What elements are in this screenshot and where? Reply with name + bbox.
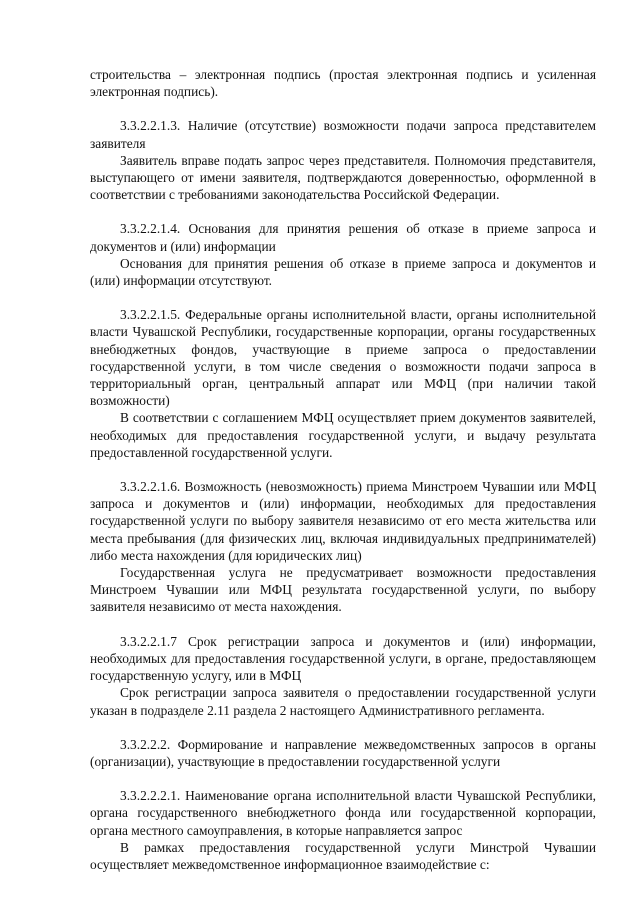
paragraph: В рамках предоставления государственной услуги Минстрой Чувашии осуществляет межведомственное информационное взаимодействие с: xyxy=(90,839,596,872)
document-page xyxy=(90,66,596,890)
section-3-3-2-2-2-1 xyxy=(90,787,596,873)
paragraph: В соответствии с соглашением МФЦ осуществляет прием документов заявителей, необходимых для предоставления государственной услуги, и выдачу результата предоставленной государственной услуги. xyxy=(90,410,596,460)
paragraph: Основания для принятия решения об отказе в приеме запроса и документов и (или) информации отсутствуют. xyxy=(90,255,596,289)
section-3-3-2-2-1-5 xyxy=(90,306,596,461)
section-3-3-2-2-1-3 xyxy=(90,117,596,203)
section-3-3-2-2-1-4 xyxy=(90,220,596,289)
section-continuation xyxy=(90,66,596,100)
section-heading: 3.3.2.2.1.5. Федеральные органы исполнительной власти, органы исполнительной власти Чувашской Республики, государственные корпорации, органы государственных внебюджетных фондов, участвующие в приеме запроса о предоставлении государственной услуги, в том числе сведения о возможности подачи запроса в территориальный орган, центральный аппарат или МФЦ (при наличии такой возможности) xyxy=(90,307,596,409)
paragraph: Заявитель вправе подать запрос через представителя. Полномочия представителя, выступающего от имени заявителя, подтверждаются доверенностью, оформленной в соответствии с требованиями законодательства Российской Федерации. xyxy=(90,152,596,203)
paragraph: Государственная услуга не предусматривает возможности предоставления Минстроем Чувашии или МФЦ результата государственной услуги, по выбору заявителя независимо от места нахождения. xyxy=(90,565,596,615)
section-heading: 3.3.2.2.1.7 Срок регистрации запроса и документов и (или) информации, необходимых для предоставления государственной услуги, в органе, предоставляющем государственную услугу, или в МФЦ xyxy=(90,633,596,684)
section-3-3-2-2-2 xyxy=(90,736,596,770)
paragraph: Срок регистрации запроса заявителя о предоставлении государственной услуги указан в подразделе 2.11 раздела 2 настоящего Административного регламента. xyxy=(90,685,596,718)
paragraph: строительства – электронная подпись (простая электронная подпись и усиленная электронная подпись). xyxy=(90,67,596,100)
section-heading: 3.3.2.2.1.4. Основания для принятия решения об отказе в приеме запроса и документов и (или) информации xyxy=(90,221,596,254)
section-3-3-2-2-1-7 xyxy=(90,633,596,719)
section-heading: 3.3.2.2.2.1. Наименование органа исполнительной власти Чувашской Республики, органа государственного внебюджетного фонда или государственной корпорации, органа местного самоуправления, в которые направляется запрос xyxy=(90,788,596,838)
section-heading: 3.3.2.2.1.3. Наличие (отсутствие) возможности подачи запроса представителем заявителя xyxy=(90,118,596,151)
section-3-3-2-2-1-6 xyxy=(90,478,596,616)
section-heading: 3.3.2.2.1.6. Возможность (невозможность) приема Минстроем Чувашии или МФЦ запроса и документов и (или) информации, необходимых для предоставления государственной услуги по выбору заявителя независимо от его места жительства или места пребывания (для физических лиц, включая индивидуальных предпринимателей) либо места нахождения (для юридических лиц) xyxy=(90,479,596,563)
section-heading: 3.3.2.2.2. Формирование и направление межведомственных запросов в органы (организации), участвующие в предоставлении государственной услуги xyxy=(90,736,596,769)
